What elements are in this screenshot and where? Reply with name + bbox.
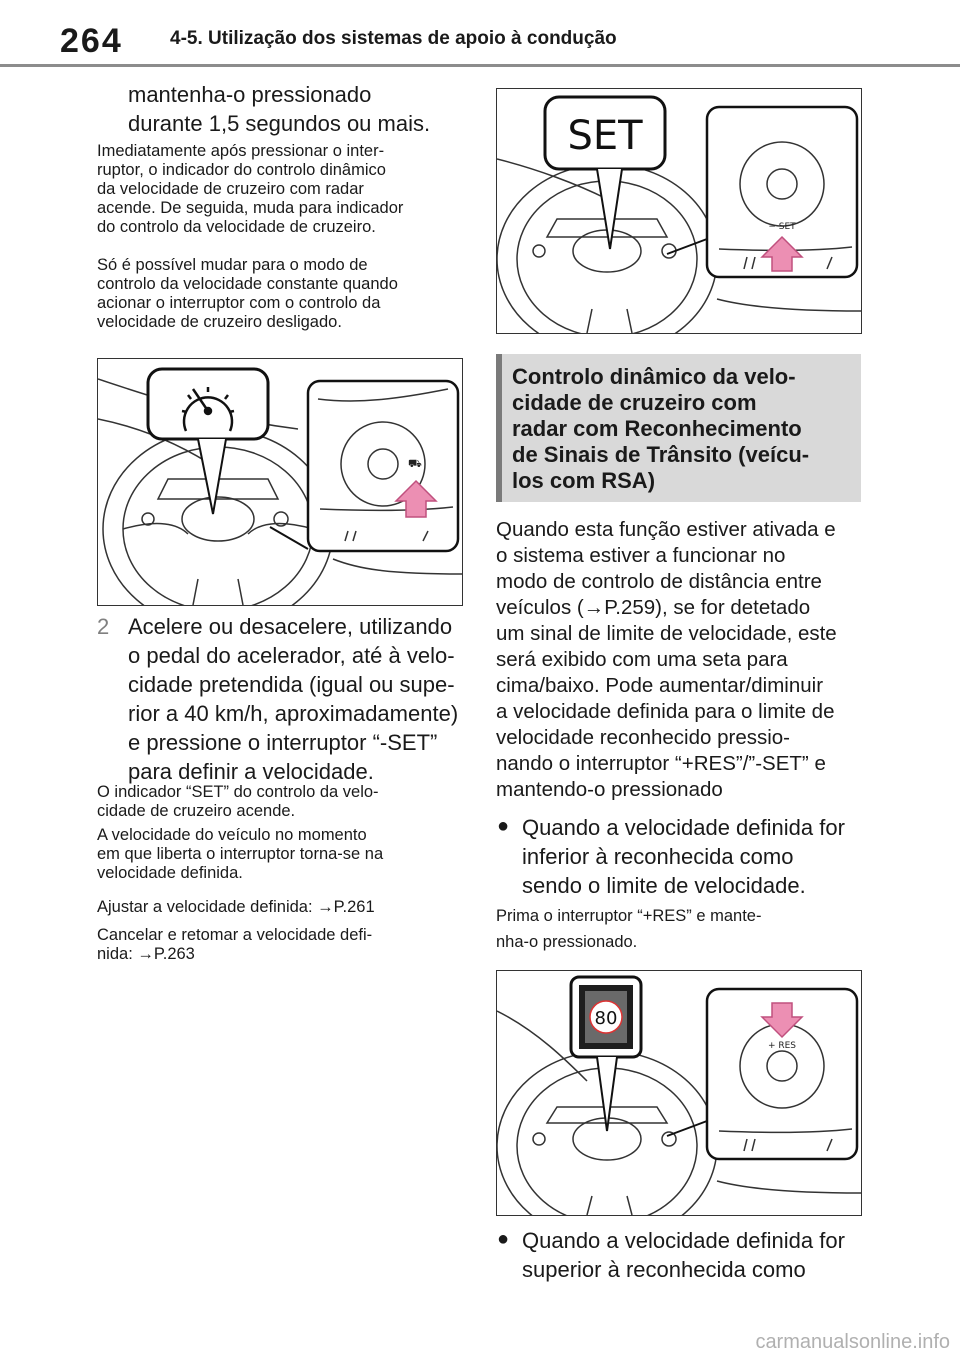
section-title: 4-5. Utilização dos sistemas de apoio à condução	[170, 28, 617, 49]
intro-line: durante 1,5 segundos ou mais.	[128, 111, 431, 136]
text-line: da velocidade de cruzeiro com radar	[97, 180, 364, 198]
rsa-section-heading	[496, 354, 861, 502]
step-number: 2	[97, 614, 110, 639]
bullet-icon: ●	[497, 815, 510, 837]
text-line: Acelere ou desacelere, utilizando	[128, 614, 453, 639]
steering-wheel-set-illustration	[497, 89, 861, 333]
text-line: velocidade de cruzeiro desligado.	[97, 313, 342, 331]
paragraph-1	[97, 142, 462, 237]
text-line: será exibido com uma seta para	[496, 648, 788, 671]
page-header	[0, 0, 960, 66]
rsa-body	[496, 517, 862, 803]
text-line: acionar o interruptor com o controlo da	[97, 294, 381, 312]
text-line: o sistema estiver a funcionar no	[496, 544, 786, 567]
set-switch-label: − SET	[768, 222, 796, 232]
text-line: um sinal de limite de velocidade, este	[496, 622, 837, 645]
page-number: 264	[60, 22, 123, 60]
figure-set-switch	[496, 88, 862, 334]
steering-wheel-illustration	[98, 359, 462, 605]
text-line: veículos (→P.259), se for detetado	[496, 596, 811, 619]
note-3	[97, 898, 462, 917]
text-line: controlo da velocidade constante quando	[97, 275, 398, 293]
text-line: cidade pretendida (igual ou supe-	[128, 672, 455, 697]
heading-title	[512, 364, 852, 494]
bullet-icon: ●	[497, 1228, 510, 1250]
text-line: inferior à reconhecida como	[522, 844, 794, 869]
paragraph-2	[97, 256, 462, 332]
figure-res-switch	[496, 970, 862, 1216]
text-line: do controlo da velocidade de cruzeiro.	[97, 218, 376, 236]
text-line: Quando esta função estiver ativada e	[496, 518, 836, 541]
text-line: superior à reconhecida como	[522, 1257, 806, 1282]
page-reference[interactable]: nida: →P.263	[97, 945, 195, 963]
bullet-2	[522, 1226, 862, 1284]
text-line: O indicador “SET” do controlo da velo-	[97, 783, 379, 801]
text-line: acende. De seguida, muda para indicador	[97, 199, 404, 217]
text-line: para definir a velocidade.	[128, 759, 374, 784]
text-line: velocidade reconhecido pressio-	[496, 726, 791, 749]
text-line: mantendo-o pressionado	[496, 778, 723, 801]
text-line: Controlo dinâmico da velo-	[512, 364, 796, 389]
bullet-1-note	[496, 903, 862, 955]
text-line: modo de controlo de distância entre	[496, 570, 822, 593]
text-line: nha-o pressionado.	[496, 933, 638, 951]
bullet-1	[522, 813, 862, 900]
text-line: Só é possível mudar para o modo de	[97, 256, 368, 274]
text-line: A velocidade do veículo no momento	[97, 826, 367, 844]
text-line: Imediatamente após pressionar o inter-	[97, 142, 385, 160]
set-label: SET	[567, 113, 643, 159]
text-line: e pressione o interruptor “-SET”	[128, 730, 438, 755]
note-1	[97, 783, 462, 821]
svg-text:⛟: ⛟	[408, 457, 422, 470]
intro-line: mantenha-o pressionado	[128, 82, 372, 107]
intro-text	[128, 80, 458, 138]
text-line: cidade de cruzeiro acende.	[97, 802, 296, 820]
text-line: Cancelar e retomar a velocidade defi-	[97, 926, 373, 944]
text-line: Prima o interruptor “+RES” e mante-	[496, 907, 762, 925]
header-rule	[0, 64, 960, 67]
text-line: cidade de cruzeiro com	[512, 390, 757, 415]
note-4	[97, 926, 462, 964]
page-reference[interactable]: Ajustar a velocidade definida: →P.261	[97, 898, 375, 916]
text-line: rior a 40 km/h, aproximadamente)	[128, 701, 459, 726]
text-line: los com RSA)	[512, 468, 656, 493]
steering-wheel-res-illustration	[497, 971, 861, 1215]
figure-cruise-switch	[97, 358, 463, 606]
text-line: radar com Reconhecimento	[512, 416, 802, 441]
text-line: nando o interruptor “+RES”/”-SET” e	[496, 752, 826, 775]
step-text	[128, 612, 468, 786]
text-line: ruptor, o indicador do controlo dinâmico	[97, 161, 386, 179]
text-line: Quando a velocidade definida for	[522, 1228, 845, 1253]
text-line: sendo o limite de velocidade.	[522, 873, 806, 898]
text-line: em que liberta o interruptor torna-se na	[97, 845, 384, 863]
text-line: cima/baixo. Pode aumentar/diminuir	[496, 674, 824, 697]
text-line: de Sinais de Trânsito (veícu-	[512, 442, 810, 467]
text-line: Quando a velocidade definida for	[522, 815, 845, 840]
res-switch-label: + RES	[767, 1041, 797, 1051]
speed-limit-sign: 80	[594, 1008, 618, 1029]
text-line: velocidade definida.	[97, 864, 243, 882]
note-2	[97, 826, 462, 883]
watermark: carmanualsonline.info	[755, 1331, 950, 1353]
heading-bar	[496, 354, 502, 502]
text-line: a velocidade definida para o limite de	[496, 700, 835, 723]
text-line: o pedal do acelerador, até à velo-	[128, 643, 455, 668]
